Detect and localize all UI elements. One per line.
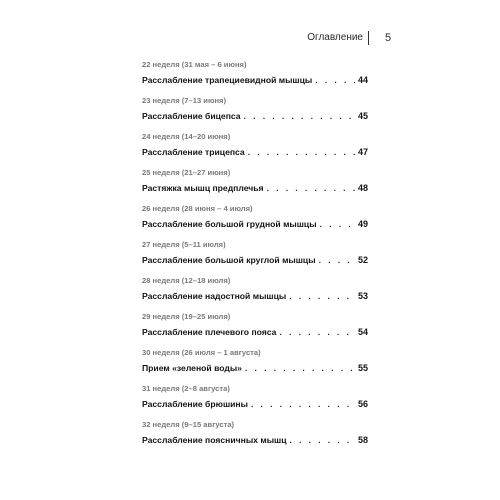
toc-title: Расслабление плечевого пояса [142, 327, 277, 337]
toc-entry [142, 384, 368, 420]
toc-week: 28 неделя (12–18 июля) [142, 276, 231, 285]
toc-page-number: 44 [357, 75, 368, 85]
toc-leader-dots [251, 398, 355, 410]
toc-leader-dots [279, 326, 355, 338]
toc-line[interactable] [142, 146, 368, 158]
toc-title: Расслабление поясничных мышц [142, 435, 287, 445]
toc-line[interactable] [142, 110, 368, 122]
toc-line[interactable] [142, 254, 368, 266]
toc-entry [142, 420, 368, 456]
toc-week: 26 неделя (28 июня – 4 июля) [142, 204, 253, 213]
toc-title: Растяжка мышц предплечья [142, 183, 264, 193]
toc-leader-dots [248, 146, 355, 158]
toc-week: 27 неделя (5–11 июля) [142, 240, 226, 249]
toc-page-number: 47 [357, 147, 368, 157]
toc-line[interactable] [142, 434, 368, 446]
toc-line[interactable] [142, 74, 368, 86]
toc-week: 31 неделя (2–8 августа) [142, 384, 230, 393]
toc-title: Расслабление большой круглой мышцы [142, 255, 316, 265]
toc-page-number: 48 [357, 183, 368, 193]
toc-page-number: 55 [357, 363, 368, 373]
toc-title: Расслабление трицепса [142, 147, 245, 157]
toc-leader-dots [289, 434, 355, 446]
toc-page-number: 52 [357, 255, 368, 265]
toc-line[interactable] [142, 218, 368, 230]
page-number: 5 [385, 32, 392, 44]
toc-line[interactable] [142, 326, 368, 338]
toc-week: 22 неделя (31 мая – 6 июня) [142, 60, 247, 69]
toc-leader-dots [319, 254, 355, 266]
toc-entry [142, 204, 368, 240]
toc-line[interactable] [142, 362, 368, 374]
toc-title: Прием «зеленой воды» [142, 363, 242, 373]
toc-week: 32 неделя (9–15 августа) [142, 420, 235, 429]
toc-page-number: 53 [357, 291, 368, 301]
toc-entry [142, 60, 368, 96]
toc-entry [142, 276, 368, 312]
toc-page-number: 54 [357, 327, 368, 337]
toc-title: Расслабление брюшины [142, 399, 248, 409]
toc-title: Расслабление бицепса [142, 111, 241, 121]
toc-week: 24 неделя (14–20 июня) [142, 132, 231, 141]
toc-page-number: 49 [357, 219, 368, 229]
toc-entry [142, 312, 368, 348]
toc-entry [142, 240, 368, 276]
toc-entry [142, 132, 368, 168]
toc-page-number: 45 [357, 111, 368, 121]
toc-title: Расслабление надостной мышцы [142, 291, 287, 301]
toc-title: Расслабление большой грудной мышцы [142, 219, 317, 229]
toc-entry [142, 168, 368, 204]
toc-line[interactable] [142, 290, 368, 302]
toc-week: 25 неделя (21–27 июня) [142, 168, 231, 177]
toc-entry [142, 96, 368, 132]
toc-line[interactable] [142, 398, 368, 410]
toc-week: 30 неделя (26 июля – 1 августа) [142, 348, 261, 357]
toc-week: 29 неделя (19–25 июля) [142, 312, 231, 321]
toc-title: Расслабление трапециевидной мышцы [142, 75, 313, 85]
toc-leader-dots [244, 110, 355, 122]
running-header [307, 30, 392, 46]
toc-leader-dots [267, 182, 355, 194]
toc-leader-dots [245, 362, 355, 374]
toc-leader-dots [320, 218, 355, 230]
toc-entry [142, 348, 368, 384]
table-of-contents [142, 60, 368, 456]
toc-week: 23 неделя (7–13 июня) [142, 96, 227, 105]
toc-leader-dots [315, 74, 355, 86]
toc-page-number: 58 [357, 435, 368, 445]
toc-leader-dots [289, 290, 355, 302]
running-header-section: Оглавление [307, 31, 369, 45]
toc-page-number: 56 [357, 399, 368, 409]
toc-line[interactable] [142, 182, 368, 194]
